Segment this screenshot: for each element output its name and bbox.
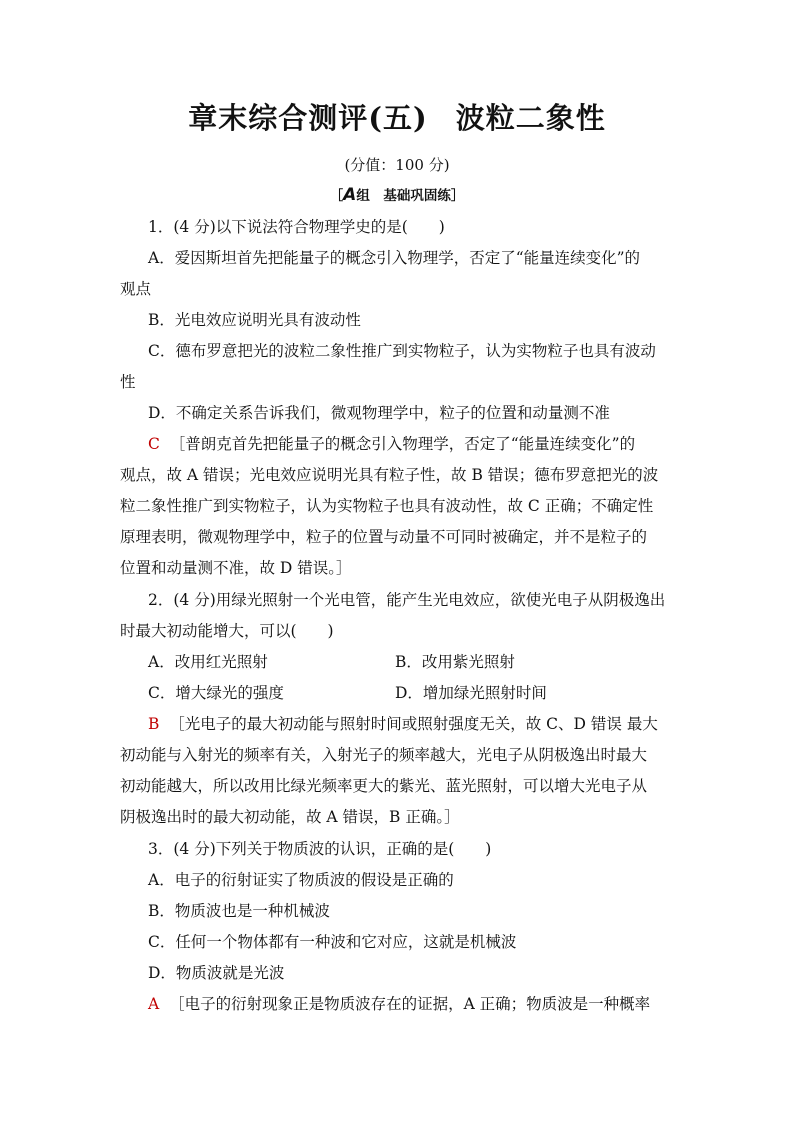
q2-explanation-line4: 阴极逸出时的最大初动能，故 A 错误，B 正确。］ xyxy=(120,808,460,826)
q3-option-a: A．电子的衍射证实了物质波的假设是正确的 xyxy=(148,871,454,889)
q1-explanation-line2: 观点，故 A 错误；光电效应说明光具有粒子性，故 B 错误；德布罗意把光的波 xyxy=(120,466,659,484)
q2-answer: B xyxy=(148,715,160,733)
q1-option-d: D．不确定关系告诉我们，微观物理学中，粒子的位置和动量测不准 xyxy=(148,404,610,422)
q2-option-a: A．改用红光照射 xyxy=(148,653,268,671)
bracket-left: ［ xyxy=(329,188,344,204)
bracket-right: ］ xyxy=(450,188,465,204)
q1-exp-text1: ［普朗克首先把能量子的概念引入物理学，否定了“能量连续变化”的 xyxy=(169,435,636,453)
title-topic: 波粒二象性 xyxy=(455,101,606,135)
q3-stem: 3．(4 分)下列关于物质波的认识，正确的是( ) xyxy=(148,840,492,858)
q2-option-c: C．增大绿光的强度 xyxy=(148,684,284,702)
q1-option-c-line1: C．德布罗意把光的波粒二象性推广到实物粒子，认为实物粒子也具有波动 xyxy=(148,342,656,360)
q2-stem-line2: 时最大初动能增大，可以( ) xyxy=(120,622,334,640)
q1-explanation-line1 xyxy=(148,434,635,454)
q1-explanation-line3: 粒二象性推广到实物粒子，认为实物粒子也具有波动性，故 C 正确；不确定性 xyxy=(120,497,654,515)
q3-option-c: C．任何一个物体都有一种波和它对应，这就是机械波 xyxy=(148,933,517,951)
q3-exp-text1: ［电子的衍射现象正是物质波存在的证据，A 正确；物质波是一种概率 xyxy=(169,995,651,1013)
q2-exp-text1: ［光电子的最大初动能与照射时间或照射强度无关，故 C、D 错误 最大 xyxy=(169,715,658,733)
q3-option-b: B．物质波也是一种机械波 xyxy=(148,902,330,920)
q3-option-d: D．物质波就是光波 xyxy=(148,964,285,982)
q1-option-a-line1: A．爱因斯坦首先把能量子的概念引入物理学，否定了“能量连续变化”的 xyxy=(148,249,641,267)
q2-explanation-line3: 初动能越大，所以改用比绿光频率更大的紫光、蓝光照射，可以增大光电子从 xyxy=(120,777,648,795)
q2-option-b: B．改用紫光照射 xyxy=(395,653,515,671)
q3-explanation-line1 xyxy=(148,994,650,1014)
q3-answer: A xyxy=(148,995,160,1013)
q1-explanation-line4: 原理表明，微观物理学中，粒子的位置与动量不可同时被确定，并不是粒子的 xyxy=(120,528,648,546)
group-letter: A xyxy=(343,185,357,205)
group-text: 组 基础巩固练 xyxy=(356,188,451,204)
q2-option-d: D．增加绿光照射时间 xyxy=(395,684,547,702)
q1-stem: 1．(4 分)以下说法符合物理学史的是( ) xyxy=(148,218,445,236)
q1-option-a-line2: 观点 xyxy=(120,280,152,298)
q1-answer: C xyxy=(148,435,160,453)
q2-stem-line1: 2．(4 分)用绿光照射一个光电管，能产生光电效应，欲使光电子从阴极逸出 xyxy=(148,591,666,609)
score-subtitle: (分值：100 分) xyxy=(344,156,450,174)
page-title xyxy=(0,96,794,137)
q1-option-b: B．光电效应说明光具有波动性 xyxy=(148,311,361,329)
group-heading xyxy=(0,184,794,205)
q1-explanation-line5: 位置和动量测不准，故 D 错误。］ xyxy=(120,559,352,577)
q2-explanation-line2: 初动能与入射光的频率有关，入射光子的频率越大，光电子从阴极逸出时最大 xyxy=(120,746,648,764)
q1-option-c-line2: 性 xyxy=(120,373,136,391)
title-main: 章末综合测评(五) xyxy=(188,101,428,135)
q2-explanation-line1 xyxy=(148,714,658,734)
